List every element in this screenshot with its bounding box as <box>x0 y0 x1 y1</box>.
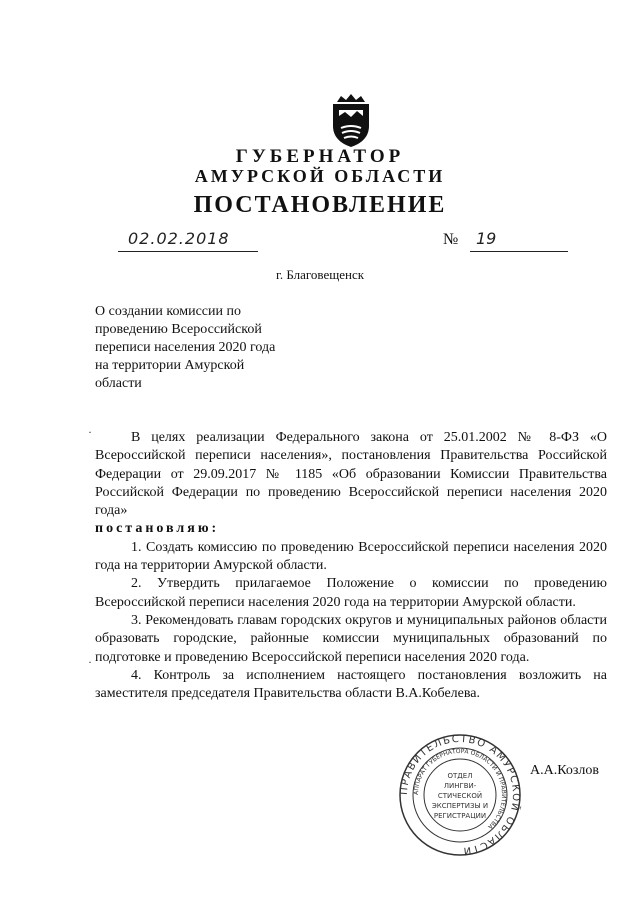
subject-line: проведению Всероссийской <box>95 322 262 337</box>
decree-word: постановляю: <box>95 521 220 537</box>
item-paragraph: 3. Рекомендовать главам городских округов и муниципальных районов области образовать городские, районные комиссии муниципальных образований по подготовке и проведению Всероссийской переписи населения 2020 года. <box>95 612 607 665</box>
coat-of-arms-emblem <box>327 92 375 148</box>
number-field <box>470 231 568 252</box>
subject-line: О создании комиссии по <box>95 304 241 319</box>
number-handwritten: 19 <box>476 229 497 248</box>
margin-mark: · <box>88 425 92 439</box>
header-title-line2: АМУРСКОЙ ОБЛАСТИ <box>194 166 446 186</box>
margin-mark: · <box>88 655 92 669</box>
stamp-center-line: СТИЧЕСКОЙ <box>437 792 483 800</box>
item-paragraph: 2. Утвердить прилагаемое Положение о комиссии по проведению Всероссийской переписи населения 2020 года на территории Амурской области. <box>95 576 607 610</box>
subject-line: на территории Амурской <box>95 358 245 373</box>
stamp-outer-text: ПРАВИТЕЛЬСТВО АМУРСКОЙ ОБЛАСТИ <box>398 733 522 857</box>
subject-block <box>95 303 325 393</box>
official-seal-stamp <box>398 733 522 857</box>
date-field <box>118 231 258 252</box>
stamp-center-line: ОТДЕЛ <box>447 772 473 780</box>
signature-name: А.А.Козлов <box>530 763 599 778</box>
city-line: г. Благовещенск <box>275 267 365 282</box>
number-sign: № <box>443 231 459 248</box>
stamp-center-line: РЕГИСТРАЦИИ <box>433 812 487 820</box>
item-paragraph: 1. Создать комиссию по проведению Всероссийской переписи населения 2020 года на территории Амурской области. <box>95 539 607 574</box>
subject-line: области <box>95 376 142 391</box>
header-title-line1: ГУБЕРНАТОР <box>235 146 405 167</box>
preamble-paragraph: В целях реализации Федерального закона от 25.01.2002 № 8-ФЗ «О Всероссийской переписи населения», постановления Правительства Российской Федерации от 29.09.2017 № 1185 «Об образовании Комиссии Правительства Российской Федерации по проведению Всероссийской переписи населения 2020 года» <box>95 430 607 519</box>
document-type: ПОСТАНОВЛЕНИЕ <box>193 192 447 218</box>
stamp-inner-text: АППАРАТ ГУБЕРНАТОРА ОБЛАСТИ И ПРАВИТЕЛЬСТВА <box>412 747 508 831</box>
body-text <box>95 429 607 703</box>
date-handwritten: 02.02.2018 <box>128 229 230 248</box>
stamp-center-line: ЭКСПЕРТИЗЫ И <box>431 802 489 810</box>
stamp-center-line: ЛИНГВИ- <box>443 782 477 790</box>
item-paragraph: 4. Контроль за исполнением настоящего постановления возложить на заместителя председателя Правительства области В.А.Кобелева. <box>95 667 607 702</box>
subject-line: переписи населения 2020 года <box>95 340 276 355</box>
